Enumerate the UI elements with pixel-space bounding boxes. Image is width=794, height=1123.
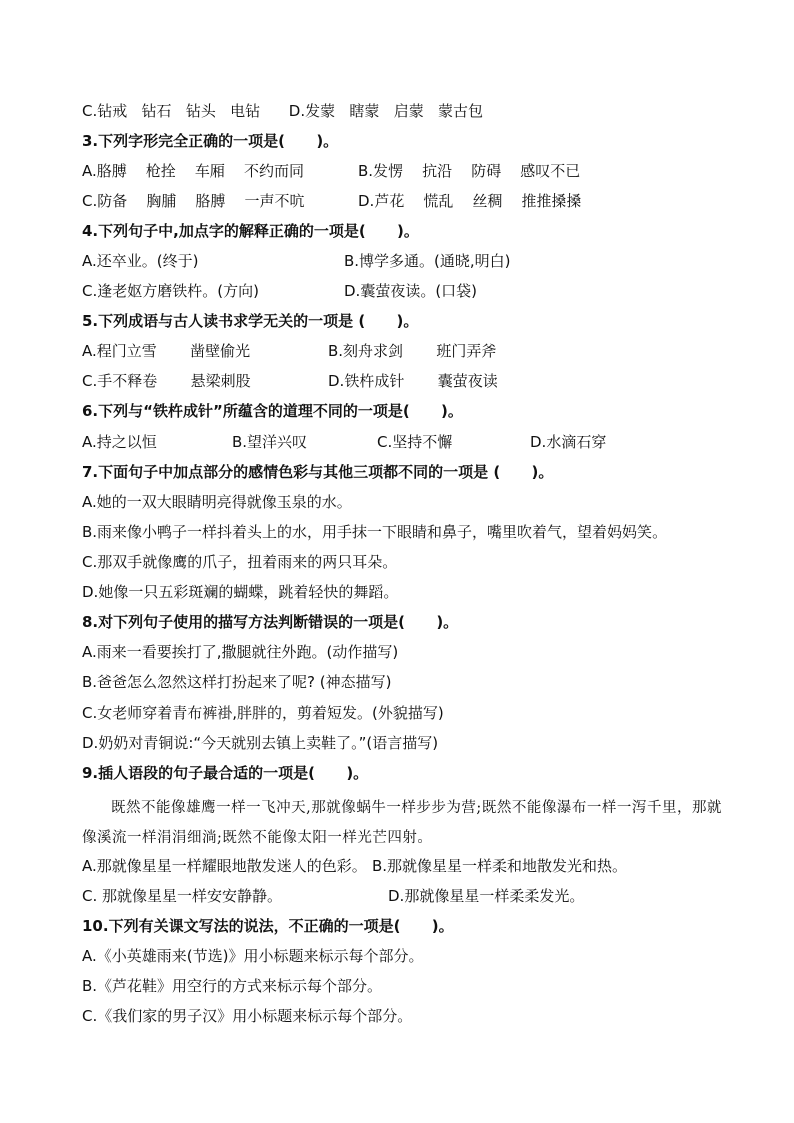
option-a: A.程门立雪 凿壁偷光 — [82, 342, 251, 360]
option-c: C.《我们家的男子汉》用小标题来标示每个部分。 — [82, 1007, 413, 1025]
option-d: D.铁杵成针 囊萤夜读 — [328, 372, 498, 390]
question-4: 4.下列句子中,加点字的解释正确的一项是( )。 — [82, 222, 419, 240]
option-d: D.囊萤夜读。(口袋) — [344, 282, 478, 300]
option-d: D.芦花 慌乱 丝稠 推推搡搡 — [358, 192, 582, 210]
option-a: A.雨来一看要挨打了,撒腿就往外跑。(动作描写) — [82, 643, 399, 661]
option-b: B.雨来像小鸭子一样抖着头上的水，用手抹一下眼睛和鼻子，嘴里吹着气，望着妈妈笑。 — [82, 523, 668, 541]
option-b: B.刻舟求剑 班门弄斧 — [328, 342, 497, 360]
question-10: 10.下列有关课文写法的说法，不正确的一项是( )。 — [82, 917, 454, 935]
option-row: C.钻戒 钻石 钻头 电钻 D.发蒙 瞎蒙 启蒙 蒙古包 — [82, 102, 483, 120]
option-a: A.《小英雄雨来(节选)》用小标题来标示每个部分。 — [82, 947, 424, 965]
option-a: A.她的一双大眼睛明亮得就像玉泉的水。 — [82, 493, 352, 511]
option-a: A.胳膊 枪拴 车厢 不约而同 — [82, 162, 304, 180]
option-b: B.发愣 抗沿 防碍 感叹不已 — [358, 162, 581, 180]
question-8: 8.对下列句子使用的描写方法判断错误的一项是( )。 — [82, 613, 459, 631]
option-d: D.奶奶对青铜说:“今天就别去镇上卖鞋了。”(语言描写) — [82, 734, 439, 752]
option-c: C.那双手就像鹰的爪子，扭着雨来的两只耳朵。 — [82, 553, 398, 571]
option-a: A.那就像星星一样耀眼地散发迷人的色彩。 — [82, 857, 367, 875]
question-5: 5.下列成语与古人读书求学无关的一项是 ( )。 — [82, 312, 419, 330]
question-6: 6.下列与“铁杵成针”所蕴含的道理不同的一项是( )。 — [82, 402, 463, 420]
option-a: A.持之以恒 — [82, 433, 157, 451]
option-b: B.博学多通。(通晓,明白) — [344, 252, 511, 270]
option-b: B.望洋兴叹 — [232, 433, 308, 451]
option-d: D.水滴石穿 — [530, 433, 607, 451]
option-c: C. 那就像星星一样安安静静。 — [82, 887, 283, 905]
option-d: D.她像一只五彩斑斓的蝴蝶，跳着轻快的舞蹈。 — [82, 583, 399, 601]
option-c: C.手不释卷 悬梁刺股 — [82, 372, 251, 390]
passage-text: 既然不能像雄鹰一样一飞冲天,那就像蜗牛一样步步为营;既然不能像瀑布一样一泻千里，那就像溪流一样涓涓细淌;既然不能像太阳一样光芒四射。 — [82, 800, 722, 846]
option-c: C.逢老妪方磨铁杵。(方向) — [82, 282, 259, 300]
question-9: 9.插人语段的句子最合适的一项是( )。 — [82, 764, 369, 782]
option-c: C.女老师穿着青布裤褂,胖胖的，剪着短发。(外貌描写) — [82, 704, 444, 722]
option-a: A.还卒业。(终于) — [82, 252, 199, 270]
question-7: 7.下面句子中加点部分的感情色彩与其他三项都不同的一项是 ( )。 — [82, 463, 554, 481]
option-b: B.那就像星星一样柔和地散发光和热。 — [372, 857, 628, 875]
option-c: C.坚持不懈 — [377, 433, 453, 451]
option-b: B.《芦花鞋》用空行的方式来标示每个部分。 — [82, 977, 383, 995]
option-b: B.爸爸怎么忽然这样打扮起来了呢? (神态描写) — [82, 673, 392, 691]
passage — [82, 793, 722, 853]
option-d: D.那就像星星一样柔柔发光。 — [388, 887, 585, 905]
question-3: 3.下列字形完全正确的一项是( )。 — [82, 132, 339, 150]
option-c: C.防备 胸脯 胳膊 一声不吭 — [82, 192, 305, 210]
